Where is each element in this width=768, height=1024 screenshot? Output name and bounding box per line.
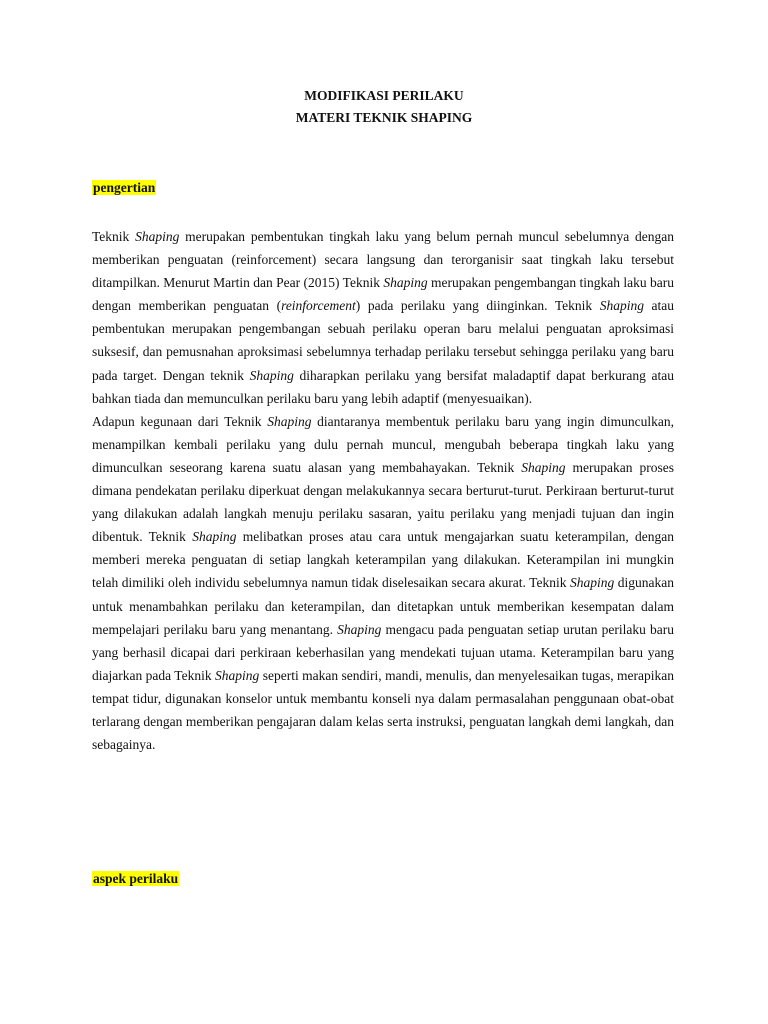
text-run: merupakan proses dimana pendekatan perilaku diperkuat dengan melakukannya secara berturut-turut. Perkiraan berturut-turut yang dilakukan adalah langkah menuju perilaku sasaran, yaitu perilaku yang menjadi tujuan dan ingin dibentuk. Teknik [92, 459, 675, 545]
italic-term: Shaping [249, 367, 294, 383]
italic-term: Shaping [215, 667, 260, 683]
text-run: Adapun kegunaan dari Teknik [92, 413, 268, 429]
paragraph-2 [92, 410, 674, 756]
highlighted-heading-text: pengertian [93, 180, 156, 195]
text-run: diantaranya membentuk perilaku baru yang ingin dimunculkan, menampilkan kembali perilaku yang dulu pernah muncul, mengubah beberapa tingkah laku yang dimunculkan seseorang karena suatu alasan yang membahayakan. Teknik [92, 413, 674, 475]
text-run: digunakan untuk menambahkan perilaku dan keterampilan, dan ditetapkan untuk memberikan kesempatan dalam mempelajari perilaku baru yang menantang. [92, 575, 674, 637]
italic-term: Shaping [337, 621, 382, 637]
text-run: melibatkan proses atau cara untuk mengajarkan suatu keterampilan, dengan memberi mereka penguatan di setiap langkah keterampilan yang dilakukan. Keterampilan ini mungkin telah dimiliki oleh individu sebelumnya namun tidak diselesaikan secara akurat. Teknik [92, 529, 675, 591]
document-title: MODIFIKASI PERILAKU [304, 88, 464, 103]
italic-term: Shaping [135, 229, 180, 244]
text-run: merupakan pengembangan tingkah laku baru dengan memberikan penguatan ( [92, 275, 674, 314]
italic-term: Shaping [569, 575, 615, 591]
italic-term: Shaping [267, 413, 312, 429]
italic-term: Shaping [521, 459, 566, 475]
text-run: ) pada perilaku yang diinginkan. Teknik [355, 298, 600, 314]
italic-term: Shaping [599, 298, 644, 314]
highlighted-heading-text: aspek perilaku [93, 871, 179, 886]
text-run: seperti makan sendiri, mandi, menulis, dan menyelesaikan tugas, merapikan tempat tidur, digunakan konselor untuk membantu konseli nya dalam permasalahan penggunaan obat-obat terlarang dengan memberikan pengajaran dalam kelas serta instruksi, penguatan langkah demi langkah, dan sebagainya. [92, 667, 674, 753]
text-run: Teknik [92, 229, 136, 244]
paragraph-1 [92, 225, 674, 410]
document-subtitle: MATERI TEKNIK SHAPING [295, 110, 473, 125]
italic-term: Shaping [383, 275, 428, 291]
italic-term: Shaping [192, 529, 237, 545]
section-heading-pengertian [92, 180, 156, 196]
body-text [92, 225, 674, 756]
text-run: atau pembentukan merupakan pengembangan sebuah perilaku operan baru melalui penguatan aproksimasi suksesif, dan pemusnahan aproksimasi sebelumnya terhadap perilaku tersebut sehingga perilaku yang baru pada target. Dengan teknik [92, 298, 674, 383]
text-run: merupakan pembentukan tingkah laku yang belum pernah muncul sebelumnya dengan memberikan penguatan (reinforcement) secara langsung dan terorganisir saat tingkah laku tersebut ditampilkan. Menurut Martin dan Pear (2015) Teknik [92, 229, 675, 291]
text-run: diharapkan perilaku yang bersifat maladaptif dapat berkurang atau bahkan tiada dan memunculkan perilaku baru yang lebih adaptif (menyesuaikan). [92, 367, 674, 406]
italic-term: reinforcement [281, 298, 356, 314]
text-run: mengacu pada penguatan setiap urutan perilaku baru yang berhasil dicapai dari perkiraan keberhasilan yang mendekati tujuan utama. Keterampilan baru yang diajarkan pada Teknik [92, 621, 674, 683]
section-heading-aspek-perilaku [92, 871, 179, 887]
